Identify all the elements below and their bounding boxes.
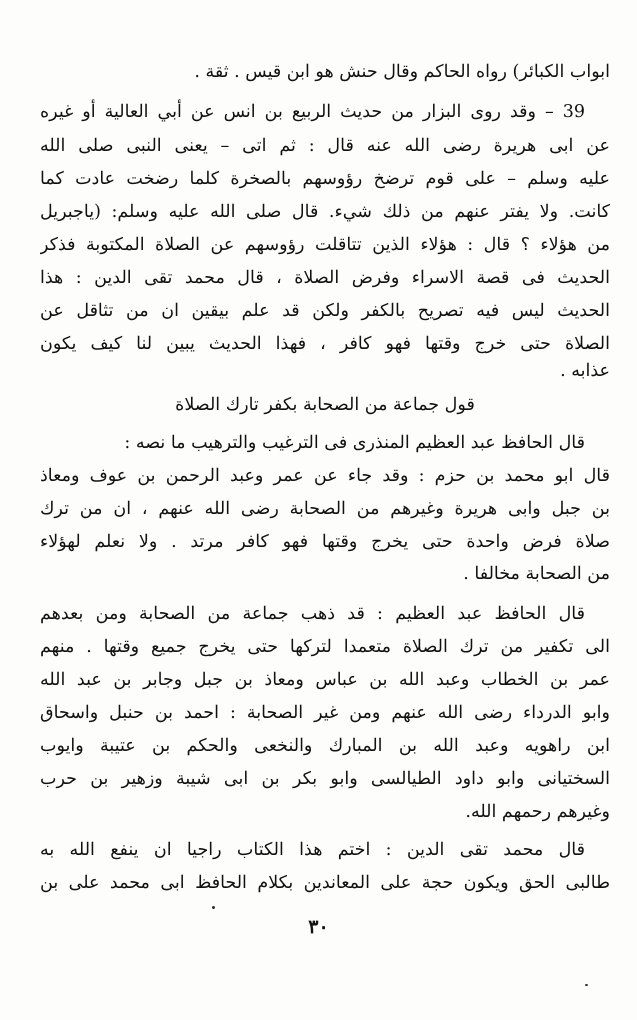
- text-line-18: عمر بن الخطاب وعبد الله بن عباس ومعاذ بن جبل وجابر بن عبد الله: [40, 670, 610, 690]
- text-line-23: قال محمد تقى الدين : اختم هذا الكتاب راجيا ان ينفع الله به: [40, 840, 585, 860]
- text-line-14: صلاة فرض واحدة حتى يخرج وقتها فهو كافر مرتد . ولا نعلم لهؤلاء: [40, 532, 610, 552]
- text-line-17: الى تكفير من ترك الصلاة متعمدا لتركها حتى يخرج جميع وقتها . منهم: [40, 637, 610, 657]
- scan-speck: [212, 906, 215, 909]
- text-line-10: عذابه .: [560, 361, 610, 381]
- text-line-16: قال الحافظ عبد العظيم : قد ذهب جماعة من الصحابة ومن بعدهم: [40, 604, 585, 624]
- text-line-24: طالبى الحق ويكون حجة على المعاندين بكلام الحافظ ابى محمد على بن: [40, 873, 610, 893]
- text-line-7: الحديث فى قصة الاسراء وفرض الصلاة ، قال محمد تقى الدين : هذا: [40, 268, 610, 288]
- text-line-22: وغيرهم رحمهم الله.: [465, 802, 610, 822]
- text-line-9: الصلاة حتى خرج وقتها فهو كافر ، فهذا الحديث يبين لنا كيف يكون: [40, 334, 610, 354]
- text-line-6: من هؤلاء ؟ قال : هؤلاء الذين تتاقلت رؤوسهم عن الصلاة المكتوبة فذكر: [40, 235, 610, 255]
- text-line-5: كانت. ولا يفتر عنهم من ذلك شيء. قال صلى الله عليه وسلم: (ياجبريل: [40, 202, 610, 222]
- text-line-20: ابن راهويه وعبد الله بن المبارك والنخعى والحكم بن عتيبة وايوب: [40, 736, 610, 756]
- text-line-13: بن جبل وابى هريرة وغيرهم من الصحابة رضى الله عنهم ، ان من ترك: [40, 499, 610, 519]
- text-line-11: قال الحافظ عبد العظيم المنذرى فى الترغيب والترهيب ما نصه :: [124, 433, 585, 453]
- text-line-8: الحديث ليس فيه تصريح بالكفر ولكن قد علم بيقين ان من تثاقل عن: [40, 301, 610, 321]
- text-line-12: قال ابو محمد بن حزم : وقد جاء عن عمر وعبد الرحمن بن عوف ومعاذ: [40, 466, 610, 486]
- text-line-2: 39 – وقد روى البزار من حديث الربيع بن انس عن أبي العالية أو غيره: [40, 102, 585, 122]
- text-line-1: ابواب الكبائر) رواه الحاكم وقال حنش هو ابن قيس . ثقة .: [194, 62, 610, 82]
- text-line-15: من الصحابة مخالفا .: [463, 564, 610, 584]
- scan-speck: [585, 984, 588, 986]
- text-line-19: وابو الدرداء رضى الله عنهم ومن غير الصحابة : احمد بن حنبل واسحاق: [40, 703, 610, 723]
- text-line-3: عن ابى هريرة رضى الله عنه قال : ثم اتى – يعنى النبى صلى الله: [40, 136, 610, 156]
- section-heading: قول جماعة من الصحابة بكفر تارك الصلاة: [175, 395, 475, 415]
- page-number: ٣٠: [308, 916, 329, 938]
- text-line-4: عليه وسلم – على قوم ترضخ رؤوسهم بالصخرة كلما رضخت عادت كما: [40, 169, 610, 189]
- text-line-21: السختيانى وابو داود الطيالسى وابو بكر بن ابى شيبة وزهير بن حرب: [40, 769, 610, 789]
